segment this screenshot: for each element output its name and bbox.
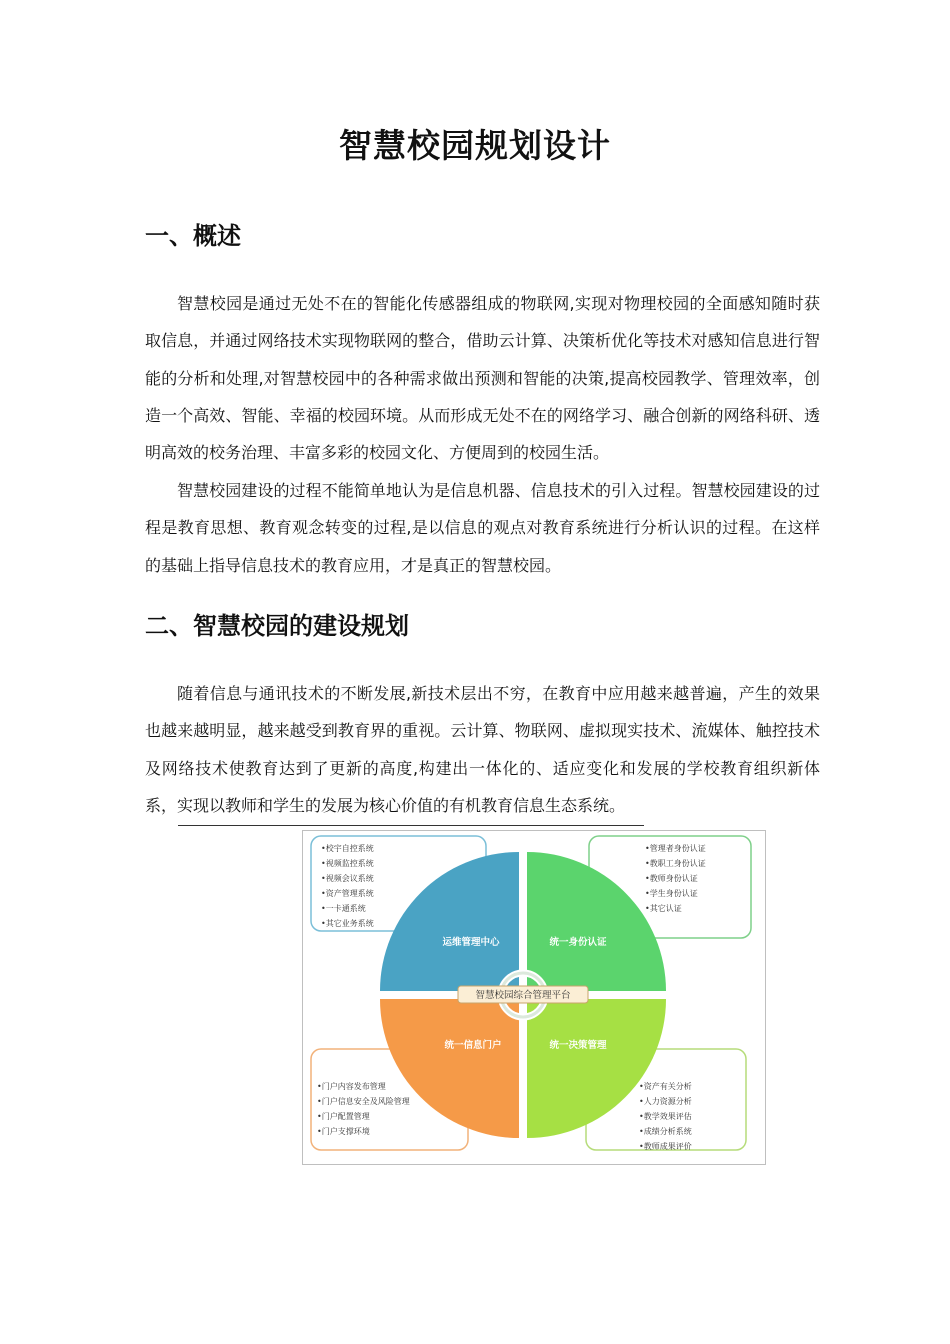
callout-text: •管理者身份认证 [645, 844, 706, 853]
quadrant-label: 统一信息门户 [444, 1040, 502, 1051]
paragraph: 随着信息与通讯技术的不断发展,新技术层出不穷，在教育中应用越来越普遍，产生的效果也越来越明显，越来越受到教育界的重视。云计算、物联网、虚拟现实技术、流媒体、触控技术及网络技术使教育达到了更新的高度,构建出一体化的、适应变化和发展的学校教育组织新体系，实现以教师和学生的发展为核心价值的有机教育信息生态系统。 [145, 684, 820, 815]
section-heading-overview: 一、概述 [145, 222, 241, 250]
callout-text: •成绩分析系统 [639, 1127, 692, 1136]
paragraph: 智慧校园建设的过程不能简单地认为是信息机器、信息技术的引入过程。智慧校园建设的过程是教育思想、教育观念转变的过程,是以信息的观点对教育系统进行分析认识的过程。在这样的基础上指导信息技术的教育应用，才是真正的智慧校园。 [145, 481, 820, 575]
quadrant-label: 运维管理中心 [442, 937, 500, 948]
callout-text: •校宇自控系统 [321, 844, 374, 853]
callout-text: •人力资源分析 [639, 1097, 692, 1106]
architecture-figure [302, 830, 766, 1165]
callout-text: •视频监控系统 [321, 859, 374, 868]
center-banner-label: 智慧校园综合管理平台 [475, 990, 571, 1001]
paragraph: 智慧校园是通过无处不在的智能化传感器组成的物联网,实现对物理校园的全面感知随时获取信息，并通过网络技术实现物联网的整合，借助云计算、决策析优化等技术对感知信息进行智能的分析和处理,对智慧校园中的各种需求做出预测和智能的决策,提高校园教学、管理效率，创造一个高效、智能、幸福的校园环境。从而形成无处不在的网络学习、融合创新的网络科研、透明高效的校务治理、丰富多彩的校园文化、方便周到的校园生活。 [145, 294, 820, 463]
callout-text: •其它认证 [645, 904, 682, 913]
platform-diagram [303, 831, 765, 1164]
callout-text: •门户配置管理 [317, 1112, 370, 1121]
callout-text: •门户信息安全及风险管理 [317, 1097, 410, 1106]
quadrant-label: 统一决策管理 [549, 1040, 607, 1051]
callout-text: •一卡通系统 [321, 904, 366, 913]
callout-text: •资产管理系统 [321, 889, 374, 898]
callout-text: •教职工身份认证 [645, 859, 706, 868]
callout-text: •门户支撑环境 [317, 1127, 370, 1136]
callout-text: •教师成果评价 [639, 1142, 692, 1151]
callout-text: •视频会议系统 [321, 874, 374, 883]
page-title: 智慧校园规划设计 [339, 126, 611, 165]
quadrant-label: 统一身份认证 [549, 937, 607, 948]
callout-text: •其它业务系统 [321, 919, 374, 928]
section-heading-planning: 二、智慧校园的建设规划 [145, 612, 409, 640]
callout-text: •学生身份认证 [645, 889, 698, 898]
callout-text: •教学效果评估 [639, 1112, 692, 1121]
callout-text: •门户内容发布管理 [317, 1082, 386, 1091]
horizontal-rule [178, 825, 644, 826]
callout-text: •教师身份认证 [645, 874, 698, 883]
callout-text: •资产有关分析 [639, 1082, 692, 1091]
